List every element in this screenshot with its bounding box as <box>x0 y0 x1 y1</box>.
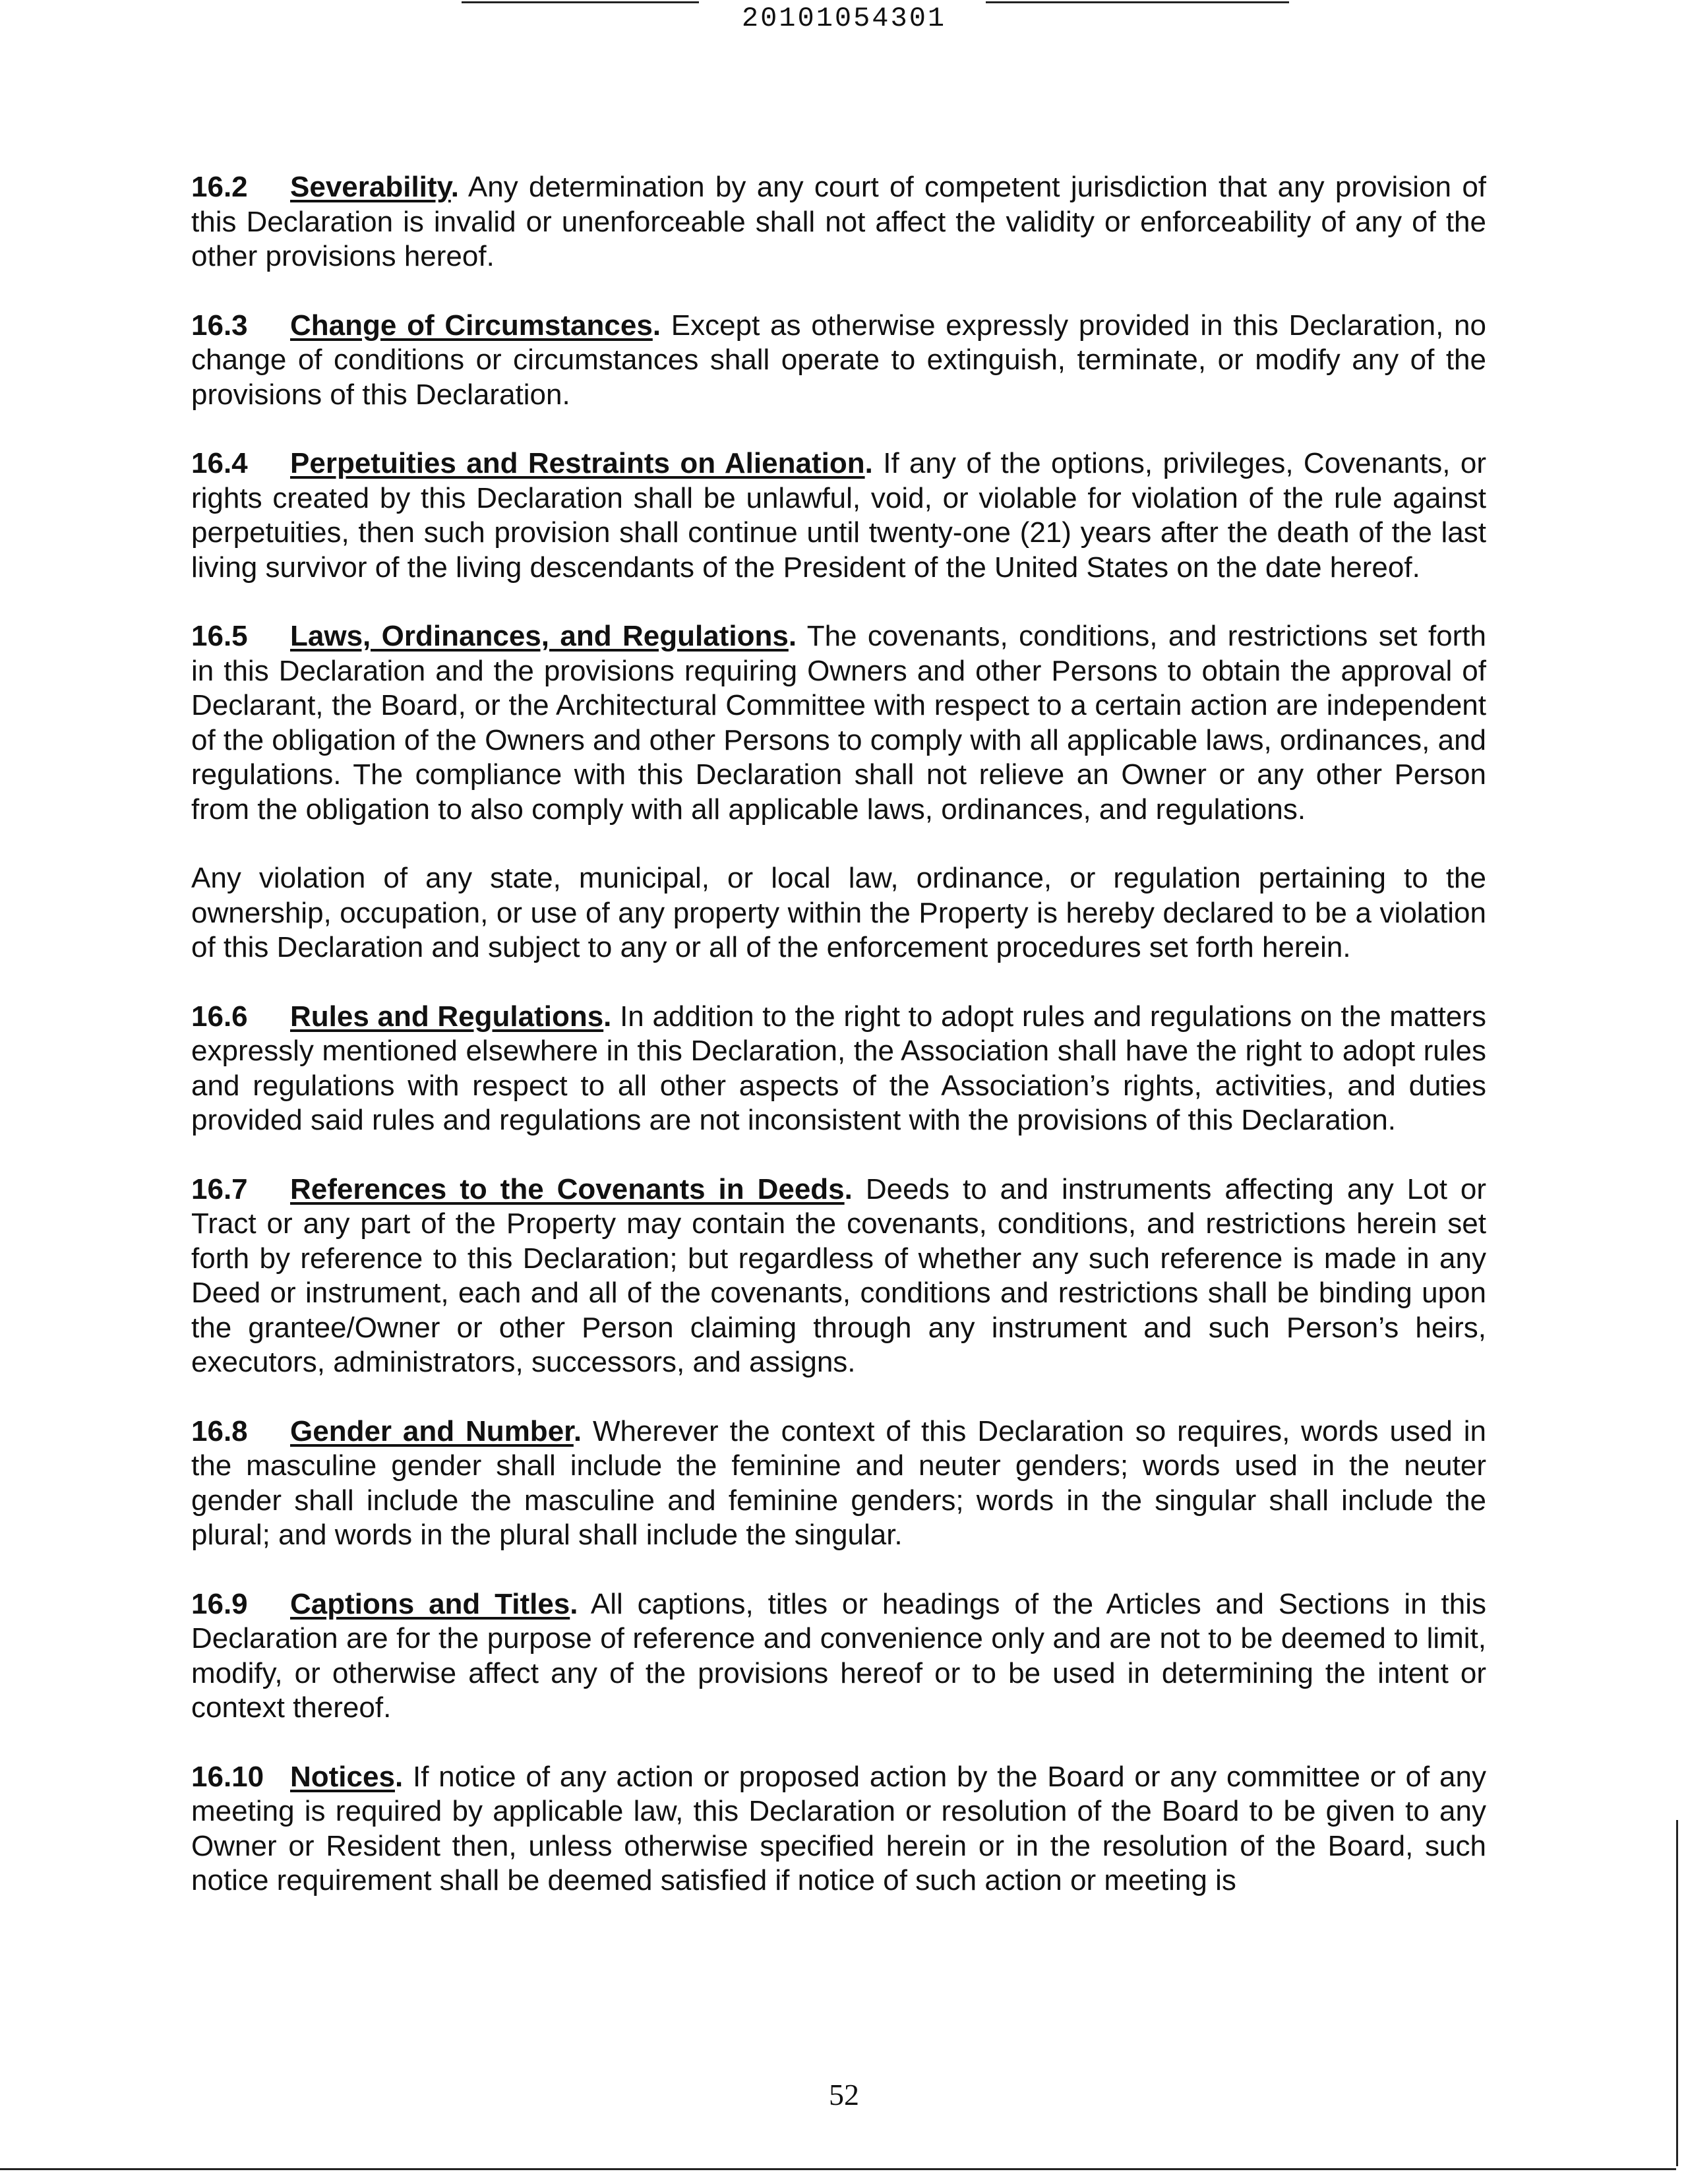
section-16-2: 16.2 Severability. Any determination by any court of competent jurisdiction that any provision of this Declaration is invalid or unenforceable shall not affect the validity or enforceability of any of the other provisions hereof. <box>191 171 1487 272</box>
section-title: Gender and Number <box>290 1414 574 1447</box>
section-text: Deeds to and instruments affecting any Lot or Tract or any part of the Property may contain the covenants, conditions, and restrictions herein set forth by reference to this Declaration; but regardless of whether any such reference is made in any Deed or instrument, each and all of the covenants, conditions and restrictions shall be binding upon the grantee/Owner or other Person claiming through any instrument and such Person’s heirs, executors, administrators, successors, and assigns. <box>191 1172 1486 1378</box>
section-text: Except as otherwise expressly provided in this Declaration, no change of conditions or circumstances shall operate to extinguish, terminate, or modify any of the provisions of this Declaration. <box>191 309 1486 411</box>
section-16-6: 16.6 Rules and Regulations. In addition to the right to adopt rules and regulations on the matters expressly mentioned elsewhere in this Declaration, the Association shall have the right to adopt rules and regulations with respect to all other aspects of the Association’s rights, activities, and duties provided said rules and regulations are not inconsistent with the provisions of this Declaration. <box>191 1000 1486 1136</box>
section-16-8: 16.8 Gender and Number. Wherever the context of this Declaration so requires, words used in the masculine gender shall include the feminine and neuter genders; words used in the neuter gender shall include the masculine and feminine genders; words in the singular shall include the plural; and words in the plural shall include the singular. <box>191 1414 1486 1551</box>
section-number: 16.8 <box>191 1414 248 1447</box>
section-title: Captions and Titles <box>290 1587 570 1620</box>
section-16-10: 16.10 Notices. If notice of any action or proposed action by the Board or any committee or of any meeting is required by applicable law, this Declaration or resolution of the Board to be given to any Owner or Resident then, unless otherwise specified herein or in the resolution of the Board, such notice requirement shall be deemed satisfied if notice of such action or meeting is <box>191 1760 1486 1896</box>
section-number: 16.3 <box>191 309 248 342</box>
section-text: If notice of any action or proposed action by the Board or any committee or of any meeting is required by applicable law, this Declaration or resolution of the Board to be given to any Owner or Resident then, unless otherwise specified herein or in the resolution of the Board, such notice requirement shall be deemed satisfied if notice of such action or meeting is <box>191 1760 1486 1896</box>
section-16-5: 16.5 Laws, Ordinances, and Regulations. The covenants, conditions, and restrictions set forth in this Declaration and the provisions requiring Owners and other Persons to obtain the approval of Declarant, the Board, or the Architectural Committee with respect to a certain action are independent of the obligation of the Owners and other Persons to comply with all applicable laws, ordinances, and regulations. The compliance with this Declaration shall not relieve an Owner or any other Person from the obligation to also comply with all applicable laws, ordinances, and regulations. <box>191 620 1487 826</box>
document-body <box>191 170 1486 1933</box>
section-title: Severability <box>290 171 451 203</box>
section-title: Change of Circumstances <box>290 309 653 342</box>
section-title: Rules and Regulations <box>290 1000 604 1033</box>
document-number: 20101054301 <box>741 3 947 34</box>
section-number: 16.7 <box>191 1172 248 1205</box>
right-edge-rule <box>1676 1820 1678 2166</box>
section-text: The covenants, conditions, and restrictions set forth in this Declaration and the provisions requiring Owners and other Persons to obtain the approval of Declarant, the Board, or the Architectural Committee with respect to a certain action are independent of the obligation of the Owners and other Persons to comply with all applicable laws, ordinances, and regulations. The compliance with this Declaration shall not relieve an Owner or any other Person from the obligation to also comply with all applicable laws, ordinances, and regulations. <box>191 620 1487 826</box>
section-title: Notices <box>290 1760 395 1793</box>
section-number: 16.9 <box>191 1587 248 1620</box>
section-text: Any determination by any court of competent jurisdiction that any provision of this Declaration is invalid or unenforceable shall not affect the validity or enforceability of any of the other provisions hereof. <box>191 171 1487 272</box>
section-number: 16.10 <box>191 1760 264 1793</box>
section-16-4: 16.4 Perpetuities and Restraints on Alienation. If any of the options, privileges, Covenants, or rights created by this Declaration shall be unlawful, void, or violable for violation of the rule against perpetuities, then such provision shall continue until twenty-one (21) years after the death of the last living survivor of the living descendants of the President of the United States on the date hereof. <box>191 447 1487 584</box>
section-number: 16.6 <box>191 1000 248 1033</box>
section-title: References to the Covenants in Deeds <box>290 1172 845 1205</box>
section-number: 16.2 <box>191 171 248 203</box>
section-16-9: 16.9 Captions and Titles. All captions, titles or headings of the Articles and Sections in this Declaration are for the purpose of reference and convenience only and are not to be deemed to limit, modify, or otherwise affect any of the provisions hereof or to be used in determining the intent or context thereof. <box>191 1587 1486 1724</box>
section-16-7: 16.7 References to the Covenants in Deeds. Deeds to and instruments affecting any Lot or Tract or any part of the Property may contain the covenants, conditions, and restrictions herein set forth by reference to this Declaration; but regardless of whether any such reference is made in any Deed or instrument, each and all of the covenants, conditions and restrictions shall be binding upon the grantee/Owner or other Person claiming through any instrument and such Person’s heirs, executors, administrators, successors, and assigns. <box>191 1172 1486 1378</box>
bottom-edge-rule <box>0 2168 1676 2170</box>
section-title: Laws, Ordinances, and Regulations <box>290 620 789 652</box>
section-text: If any of the options, privileges, Covenants, or rights created by this Declaration shall be unlawful, void, or violable for violation of the rule against perpetuities, then such provision shall continue until twenty-one (21) years after the death of the last living survivor of the living descendants of the President of the United States on the date hereof. <box>191 447 1487 584</box>
section-text: In addition to the right to adopt rules and regulations on the matters expressly mentioned elsewhere in this Declaration, the Association shall have the right to adopt rules and regulations with respect to all other aspects of the Association’s rights, activities, and duties provided said rules and regulations are not inconsistent with the provisions of this Declaration. <box>191 1000 1486 1136</box>
page-header <box>0 0 1688 46</box>
page-number: 52 <box>829 2078 859 2111</box>
section-text: Any violation of any state, municipal, or local law, ordinance, or regulation pertaining to the ownership, occupation, or use of any property within the Property is hereby declared to be a violation of this Declaration and subject to any or all of the enforcement procedures set forth herein. <box>191 862 1486 963</box>
section-title: Perpetuities and Restraints on Alienation <box>290 447 865 479</box>
section-text: All captions, titles or headings of the Articles and Sections in this Declaration are for the purpose of reference and convenience only and are not to be deemed to limit, modify, or otherwise affect any of the provisions hereof or to be used in determining the intent or context thereof. <box>191 1587 1486 1724</box>
section-16-5-continuation <box>191 861 1486 965</box>
section-number: 16.5 <box>191 620 248 652</box>
section-16-3: 16.3 Change of Circumstances. Except as otherwise expressly provided in this Declaration, no change of conditions or circumstances shall operate to extinguish, terminate, or modify any of the provisions of this Declaration. <box>191 309 1486 411</box>
section-number: 16.4 <box>191 447 248 479</box>
section-text: Wherever the context of this Declaration so requires, words used in the masculine gender shall include the feminine and neuter genders; words used in the neuter gender shall include the masculine and feminine genders; words in the singular shall include the plural; and words in the plural shall include the singular. <box>191 1414 1486 1551</box>
